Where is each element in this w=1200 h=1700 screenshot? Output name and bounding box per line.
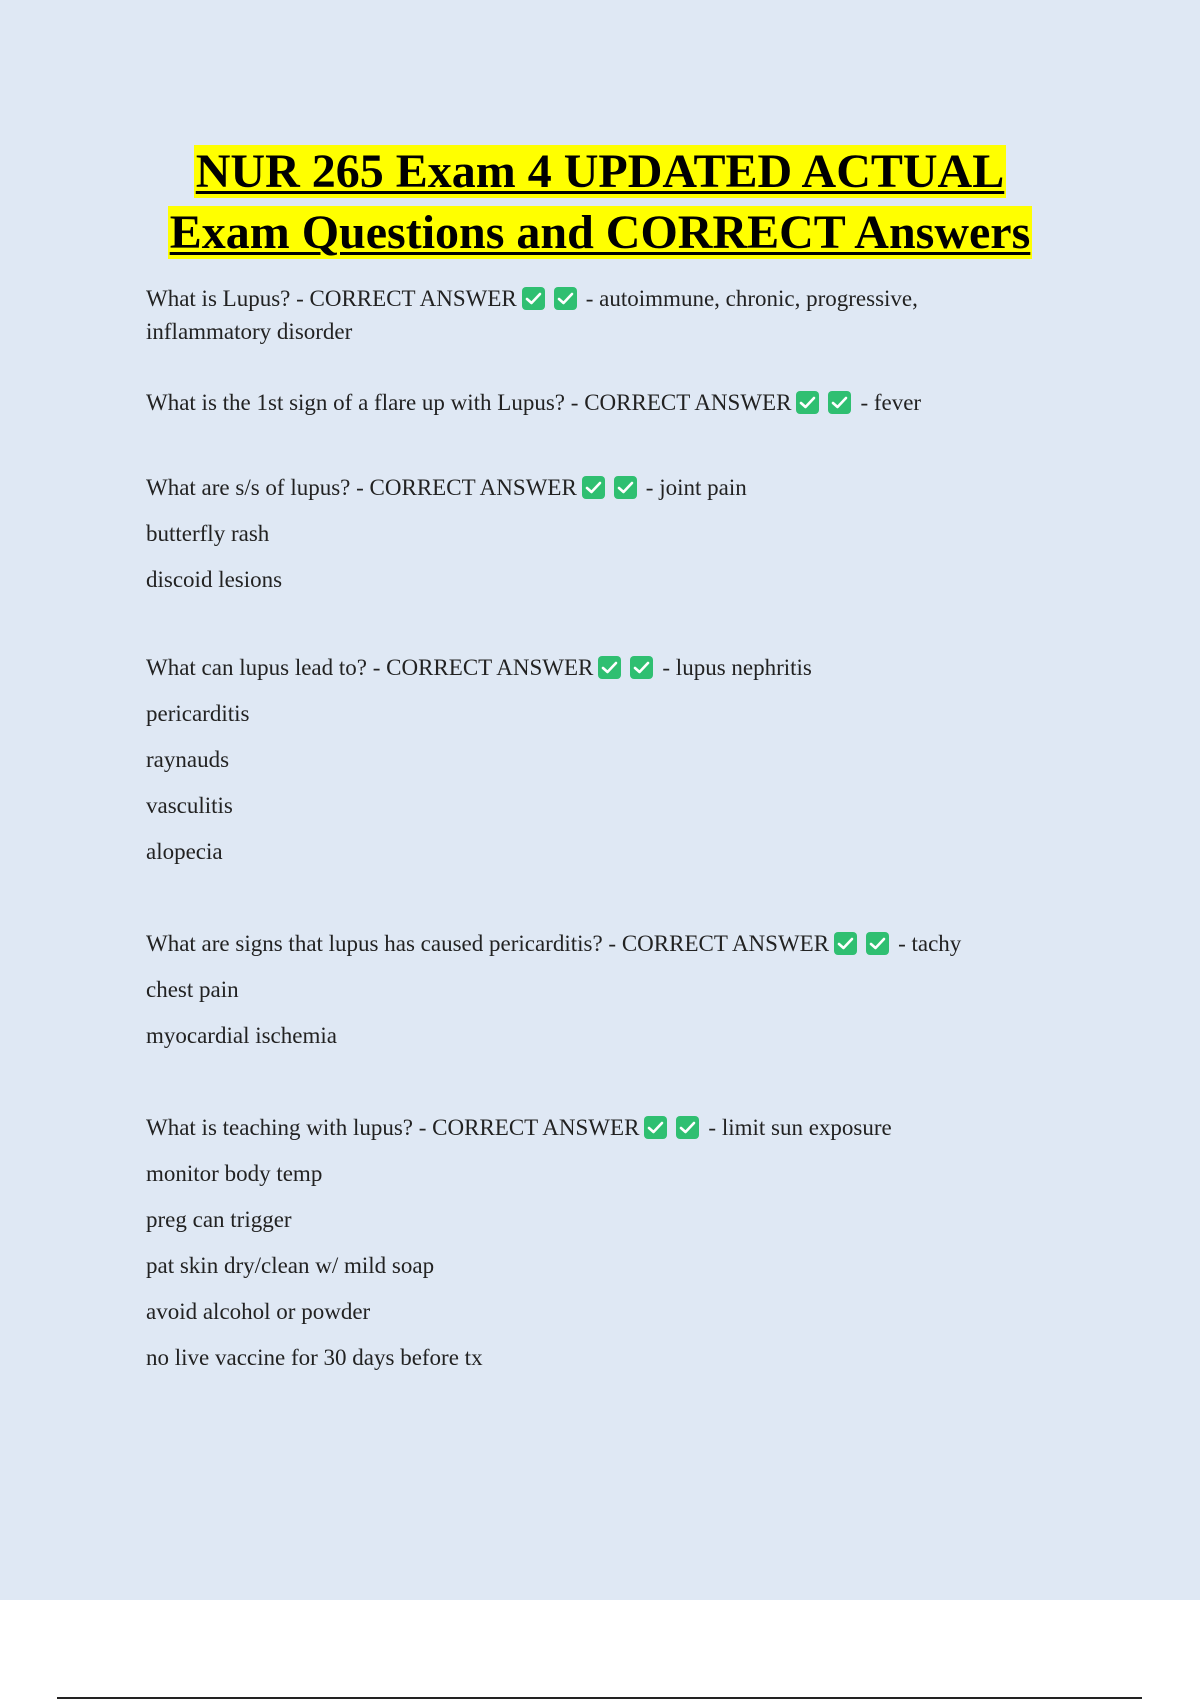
answer-line: preg can trigger bbox=[146, 1207, 292, 1232]
qa-question-line bbox=[146, 1111, 1026, 1157]
check-mark-icon bbox=[630, 656, 653, 679]
answer-line: vasculitis bbox=[146, 793, 233, 818]
check-mark-icon bbox=[644, 1116, 667, 1139]
answer-line: pericarditis bbox=[146, 701, 250, 726]
answer-line: butterfly rash bbox=[146, 521, 270, 546]
qa-item bbox=[146, 471, 1026, 609]
qa-question-line bbox=[146, 927, 1026, 973]
check-mark-icon bbox=[554, 287, 577, 310]
qa-item bbox=[146, 1111, 1026, 1387]
question-text: What are signs that lupus has caused pericarditis? - bbox=[146, 931, 622, 956]
check-mark-icon bbox=[614, 476, 637, 499]
answer-text: - lupus nephritis bbox=[662, 655, 812, 680]
check-mark-icon bbox=[676, 1116, 699, 1139]
title-line-2: Exam Questions and CORRECT Answers bbox=[169, 206, 1031, 259]
check-mark-icon bbox=[582, 476, 605, 499]
qa-question-line bbox=[146, 386, 1026, 432]
check-mark-icon bbox=[598, 656, 621, 679]
answer-line: chest pain bbox=[146, 977, 239, 1002]
answer-text: - tachy bbox=[898, 931, 962, 956]
answer-text: - autoimmune, chronic, progressive, inflammatory disorder bbox=[146, 286, 918, 344]
check-mark-icon bbox=[796, 391, 819, 414]
question-text: What is teaching with lupus? - bbox=[146, 1115, 433, 1140]
correct-answer-label: CORRECT ANSWER bbox=[369, 475, 577, 500]
answer-text: - limit sun exposure bbox=[708, 1115, 892, 1140]
qa-question-line bbox=[146, 471, 1026, 517]
answer-line: alopecia bbox=[146, 839, 223, 864]
qa-item bbox=[146, 651, 1026, 881]
answer-line: raynauds bbox=[146, 747, 230, 772]
answer-text: - joint pain bbox=[645, 475, 747, 500]
answer-line: myocardial ischemia bbox=[146, 1023, 337, 1048]
check-mark-icon bbox=[834, 932, 857, 955]
title-line-1: NUR 265 Exam 4 UPDATED ACTUAL bbox=[195, 145, 1005, 198]
qa-item bbox=[146, 927, 1026, 1065]
question-text: What are s/s of lupus? - bbox=[146, 475, 370, 500]
answer-line: no live vaccine for 30 days before tx bbox=[146, 1345, 483, 1370]
qa-item bbox=[146, 282, 1026, 348]
correct-answer-label: CORRECT ANSWER bbox=[621, 931, 830, 956]
question-text: What can lupus lead to? - bbox=[146, 655, 387, 680]
answer-line: avoid alcohol or powder bbox=[146, 1299, 371, 1324]
qa-list bbox=[146, 282, 1026, 1387]
check-mark-icon bbox=[522, 287, 545, 310]
correct-answer-label: CORRECT ANSWER bbox=[432, 1115, 640, 1140]
correct-answer-label: CORRECT ANSWER bbox=[386, 655, 594, 680]
answer-line: discoid lesions bbox=[146, 567, 283, 592]
document-title bbox=[0, 141, 1200, 263]
correct-answer-label: CORRECT ANSWER bbox=[584, 390, 792, 415]
question-text: What is the 1st sign of a flare up with Lupus? - bbox=[146, 390, 585, 415]
answer-line: monitor body temp bbox=[146, 1161, 323, 1186]
answer-text: - fever bbox=[860, 390, 922, 415]
check-mark-icon bbox=[828, 391, 851, 414]
answer-line: pat skin dry/clean w/ mild soap bbox=[146, 1253, 435, 1278]
check-mark-icon bbox=[866, 932, 889, 955]
qa-question-line bbox=[146, 282, 1026, 348]
qa-question-line bbox=[146, 651, 1026, 697]
correct-answer-label: CORRECT ANSWER bbox=[309, 286, 517, 311]
qa-item bbox=[146, 386, 1026, 432]
footer-divider bbox=[57, 1697, 1142, 1699]
question-text: What is Lupus? - bbox=[146, 286, 310, 311]
